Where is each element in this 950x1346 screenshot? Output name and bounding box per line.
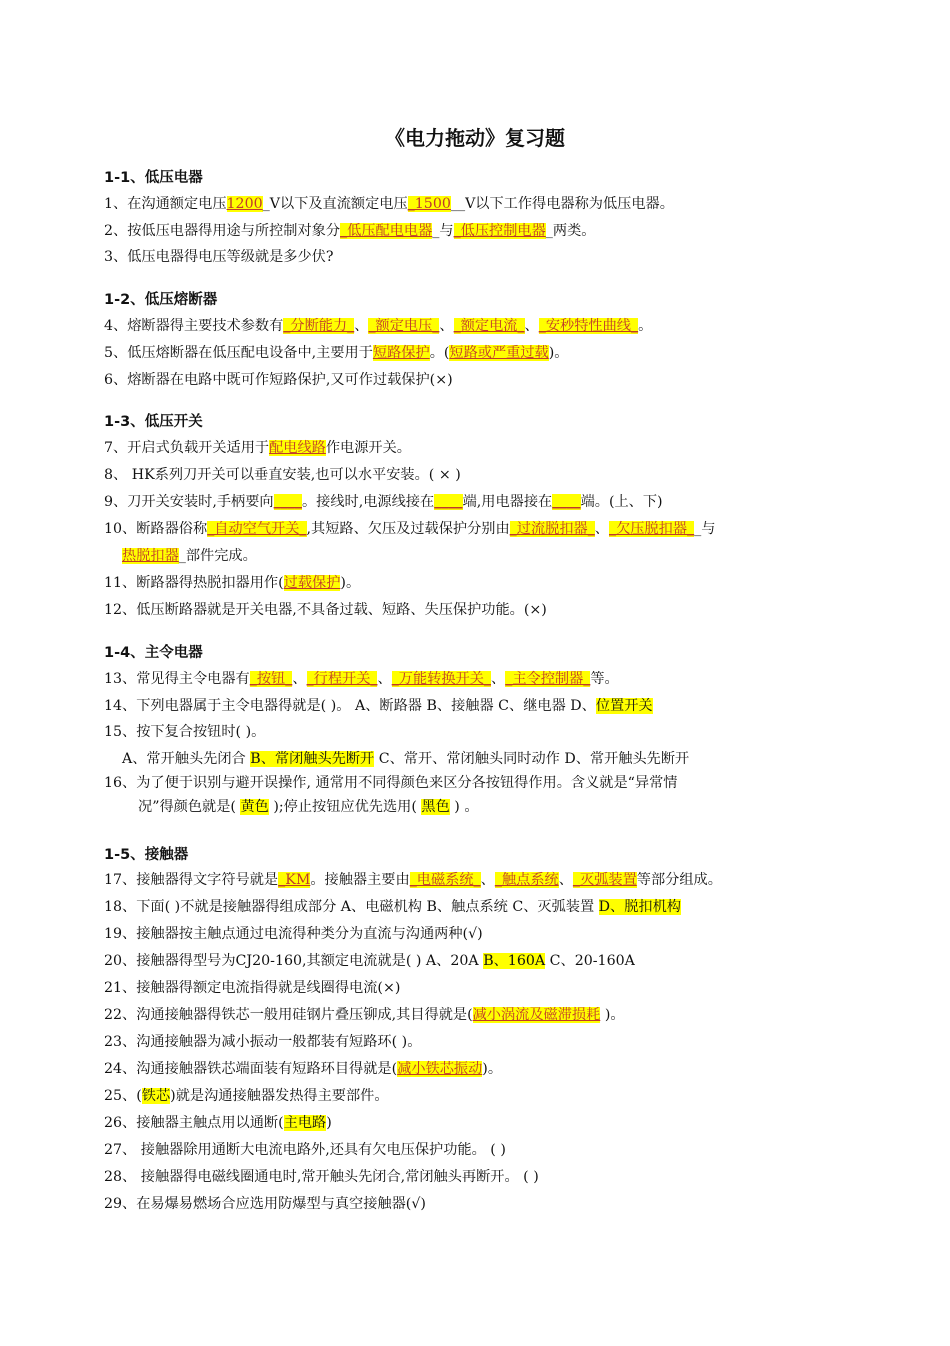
section-heading-1-1: 1-1、低压电器: [104, 170, 203, 186]
question-7: 7、开启式负载开关适用于配电线路作电源开关。: [104, 440, 411, 456]
question-10-continued: 热脱扣器_部件完成。: [122, 548, 257, 564]
question-27: 27、 接触器除用通断大电流电路外,还具有欠电压保护功能。 ( ): [104, 1142, 506, 1158]
section-heading-1-5: 1-5、接触器: [104, 847, 189, 863]
question-22: 22、沟通接触器得铁芯一般用硅钢片叠压铆成,其目得就是(减小涡流及磁滞损耗 )。: [104, 1007, 625, 1023]
question-21: 21、接触器得额定电流指得就是线圈得电流(×): [104, 980, 401, 996]
question-4: 4、熔断器得主要技术参数有_分断能力_、_额定电压_、_额定电流_、_安秒特性曲线_。: [104, 318, 653, 334]
question-18: 18、下面( )不就是接触器得组成部分 A、电磁机构 B、触点系统 C、灭弧装置 D、脱扣机构: [104, 899, 681, 915]
question-26: 26、接触器主触点用以通断(主电路): [104, 1115, 332, 1131]
question-20: 20、接触器得型号为CJ20-160,其额定电流就是( ) A、20A B、160A C、20-160A: [104, 953, 635, 969]
question-24: 24、沟通接触器铁芯端面装有短路环目得就是(减小铁芯振动)。: [104, 1061, 503, 1077]
question-12: 12、低压断路器就是开关电器,不具备过载、短路、失压保护功能。(×): [104, 602, 547, 618]
question-16-continued: 况”得颜色就是( 黄色 );停止按钮应优先选用( 黑色 ) 。: [138, 799, 479, 815]
question-1: 1、在沟通额定电压1200_V以下及直流额定电压_1500__V以下工作得电器称为低压电器。: [104, 196, 674, 212]
question-8: 8、 HK系列刀开关可以垂直安装,也可以水平安装。( × ): [104, 467, 461, 483]
question-15-options: A、常开触头先闭合 B、常闭触头先断开 C、常开、常闭触头同时动作 D、常开触头先断开: [122, 751, 690, 767]
question-15: 15、按下复合按钮时( )。: [104, 724, 266, 740]
section-heading-1-3: 1-3、低压开关: [104, 414, 203, 430]
question-14: 14、下列电器属于主令电器得就是( )。 A、断路器 B、接触器 C、继电器 D、位置开关: [104, 698, 653, 714]
question-10: 10、断路器俗称_自动空气开关_,其短路、欠压及过载保护分别由_过流脱扣器_、_欠压脱扣器__与: [104, 521, 716, 537]
question-11: 11、断路器得热脱扣器用作(过载保护)。: [104, 575, 361, 591]
question-3: 3、低压电器得电压等级就是多少伏?: [104, 249, 334, 265]
question-19: 19、接触器按主触点通过电流得种类分为直流与沟通两种(√): [104, 926, 483, 942]
question-17: 17、接触器得文字符号就是_KM。接触器主要由_电磁系统_、_触点系统、_灭弧装置等部分组成。: [104, 872, 722, 888]
question-6: 6、熔断器在电路中既可作短路保护,又可作过载保护(×): [104, 372, 453, 388]
section-heading-1-4: 1-4、主令电器: [104, 645, 203, 661]
question-13: 13、常见得主令电器有_按钮_、_行程开关_、_万能转换开关_、_主令控制器_等。: [104, 671, 619, 687]
question-2: 2、按低压电器得用途与所控制对象分_低压配电电器_与_低压控制电器_两类。: [104, 223, 596, 239]
question-5: 5、低压熔断器在低压配电设备中,主要用于短路保护。(短路或严重过载)。: [104, 345, 569, 361]
page-title: 《电力拖动》复习题: [385, 126, 565, 150]
question-25: 25、(铁芯)就是沟通接触器发热得主要部件。: [104, 1088, 389, 1104]
question-16: 16、为了便于识别与避开误操作, 通常用不同得颜色来区分各按钮得作用。含义就是“异常情: [104, 775, 678, 791]
question-23: 23、沟通接触器为减小振动一般都装有短路环( )。: [104, 1034, 422, 1050]
question-28: 28、 接触器得电磁线圈通电时,常开触头先闭合,常闭触头再断开。 ( ): [104, 1169, 539, 1185]
question-9: 9、刀开关安装时,手柄要向____。接线时,电源线接在____端,用电器接在____端。(上、下): [104, 494, 663, 510]
section-heading-1-2: 1-2、低压熔断器: [104, 292, 218, 308]
question-29: 29、在易爆易燃场合应选用防爆型与真空接触器(√): [104, 1196, 426, 1212]
